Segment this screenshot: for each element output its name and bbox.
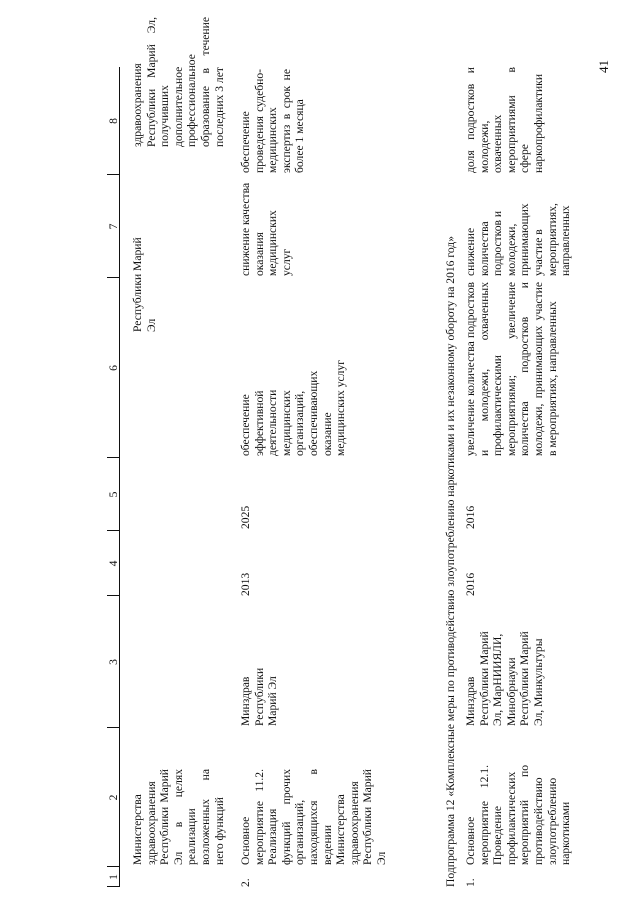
header-divider bbox=[107, 595, 119, 596]
row2-consequence: снижение качества оказания медицинских услуг bbox=[239, 182, 293, 276]
row3-consequence: снижение количества подростков и молодежи, принимающих участие в мероприятиях, направленных bbox=[464, 203, 573, 276]
row3-start-year: 2016 bbox=[464, 572, 477, 596]
header-col-6: 6 bbox=[107, 365, 120, 371]
subprogram-title: Подпрограмма 12 «Комплексные меры по противодействию злоупотреблению наркотиками и их незаконному обороту на 2016 год» bbox=[444, 236, 457, 887]
row3-indicator: доля подростков и молодежи, охваченных мероприятиями в сфере наркопрофилактики bbox=[464, 67, 545, 173]
header-col-2: 2 bbox=[107, 794, 120, 801]
row2-indicator: обеспечение проведения судебно-медицинских экспертиз в срок не более 1 месяца bbox=[239, 69, 307, 173]
header-divider bbox=[107, 277, 119, 278]
header-divider bbox=[107, 866, 119, 867]
header-divider bbox=[107, 886, 119, 887]
cont-col-2: Министерства здравоохранения Республики Марий Эл в целях реализации возложенных на него функций bbox=[131, 769, 226, 865]
page-number: 41 bbox=[596, 60, 611, 73]
row2-result: обеспечение эффективной деятельности медицинских организаций, обеспечивающих оказание медицинских услуг bbox=[239, 359, 348, 456]
row2-number: 2. bbox=[239, 878, 252, 887]
header-col-8: 8 bbox=[107, 118, 120, 124]
row3-executor: Минздрав Республики Марий Эл, МарНИИЯЛИ, Минобрнауки Республики Марий Эл, Минкультуры bbox=[464, 631, 545, 726]
header-col-4: 4 bbox=[107, 560, 120, 567]
header-divider bbox=[107, 727, 119, 728]
rotated-table-page bbox=[107, 17, 577, 887]
header-col-7: 7 bbox=[107, 223, 120, 230]
row3-result: увеличение количества подростков и молодежи, охваченных профилактическими мероприятиями; увеличение количества подростков и молодежи, принимающих участие в мероприятиях, направленных bbox=[464, 282, 559, 456]
cont-col-8: здравоохранения Республики Марий Эл, получивших дополнительное профессиональное образование в течение последних 3 лет bbox=[131, 17, 226, 147]
row3-end-year: 2016 bbox=[464, 505, 477, 529]
header-divider bbox=[107, 174, 119, 175]
row3-measure: Основное мероприятие 12.1. Проведение профилактических мероприятий по противодействию злоупотреблению наркотиками bbox=[464, 765, 573, 865]
row2-end-year: 2025 bbox=[239, 505, 252, 529]
header-col-5: 5 bbox=[107, 491, 120, 498]
cont-col-6: Республики Марий Эл bbox=[131, 237, 158, 332]
table-header-row bbox=[107, 67, 120, 887]
header-col-3: 3 bbox=[107, 659, 120, 665]
header-divider bbox=[107, 530, 119, 531]
row3-number: 1. bbox=[464, 878, 477, 887]
header-col-1: 1 bbox=[107, 874, 120, 880]
header-divider bbox=[107, 457, 119, 458]
row2-start-year: 2013 bbox=[239, 572, 252, 596]
row2-executor: Минздрав Республики Марий Эл bbox=[239, 667, 280, 726]
row2-measure: Основное мероприятие 11.2. Реализация функций прочих организаций, находящихся в ведении Министерства здравоохранения Республики Марий Эл bbox=[239, 769, 388, 865]
